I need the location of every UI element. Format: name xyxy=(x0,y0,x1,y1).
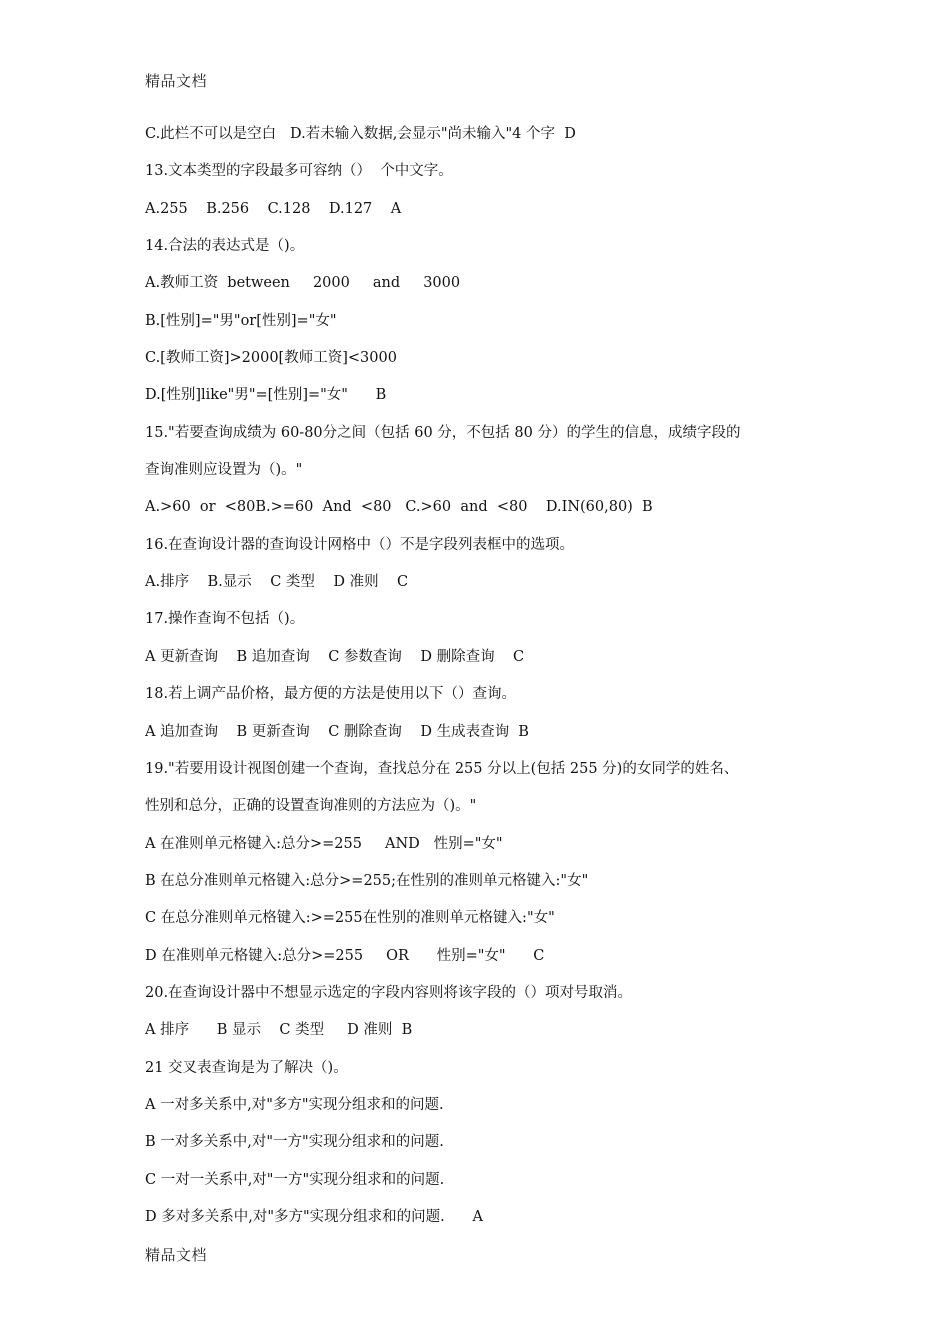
text-line: 性别和总分，正确的设置查询准则的方法应为（)。" xyxy=(145,798,477,815)
text-line: A 一对多关系中,对"多方"实现分组求和的问题. xyxy=(145,1096,444,1113)
text-line: C.此栏不可以是空白 D.若未输入数据,会显示"尚未输入"4 个字 D xyxy=(145,126,576,142)
text-line: C.[教师工资]>2000[教师工资]<3000 xyxy=(145,350,397,367)
text-line: 19."若要用设计视图创建一个查询，查找总分在 255 分以上(包括 255 分)的女同学的姓名、 xyxy=(145,760,739,777)
document-body xyxy=(145,121,825,1241)
text-line: A 排序 B 显示 C 类型 D 准则 B xyxy=(145,1022,413,1039)
text-line: 17.操作查询不包括（)。 xyxy=(145,611,305,628)
text-line: A 追加查询 B 更新查询 C 删除查询 D 生成表查询 B xyxy=(145,723,529,740)
text-line: 20.在查询设计器中不想显示选定的字段内容则将该字段的（）项对号取消。 xyxy=(145,984,633,1001)
text-line: D 多对多关系中,对"多方"实现分组求和的问题. A xyxy=(145,1208,483,1225)
text-line: 15."若要查询成绩为 60-80分之间（包括 60 分，不包括 80 分）的学生的信息，成绩字段的 xyxy=(145,424,741,441)
text-line: B.[性别]="男"or[性别]="女" xyxy=(145,312,337,329)
text-line: 查询准则应设置为（)。" xyxy=(145,462,303,479)
text-line: C 一对一关系中,对"一方"实现分组求和的问题. xyxy=(145,1171,445,1188)
text-line: B 在总分准则单元格键入:总分>=255;在性别的准则单元格键入:"女" xyxy=(145,872,589,889)
text-line: A.教师工资 between 2000 and 3000 xyxy=(145,275,461,292)
text-line: 21 交叉表查询是为了解决（)。 xyxy=(145,1059,348,1076)
text-line: 18.若上调产品价格，最方便的方法是使用以下（）查询。 xyxy=(145,686,517,703)
text-line: A.排序 B.显示 C 类型 D 准则 C xyxy=(145,574,409,591)
text-line: 14.合法的表达式是（)。 xyxy=(145,238,305,255)
text-line: 13.文本类型的字段最多可容纳（） 个中文字。 xyxy=(145,163,453,180)
page-header: 精品文档 xyxy=(145,72,208,90)
text-line: C 在总分准则单元格键入:>=255在性别的准则单元格键入:"女" xyxy=(145,910,555,927)
text-line: A.>60 or <80B.>=60 And <80 C.>60 and <80 D.IN(60,80) B xyxy=(145,499,653,516)
page-footer: 精品文档 xyxy=(145,1246,208,1264)
text-line: A 在准则单元格键入:总分>=255 AND 性别="女" xyxy=(145,835,503,852)
text-line: D 在准则单元格键入:总分>=255 OR 性别="女" C xyxy=(145,947,545,964)
text-line: D.[性别]like"男"=[性别]="女" B xyxy=(145,387,387,404)
text-line: A 更新查询 B 追加查询 C 参数查询 D 删除查询 C xyxy=(145,648,525,665)
text-line: A.255 B.256 C.128 D.127 A xyxy=(145,200,402,217)
text-line: B 一对多关系中,对"一方"实现分组求和的问题. xyxy=(145,1134,444,1151)
text-line: 16.在查询设计器的查询设计网格中（）不是字段列表框中的选项。 xyxy=(145,536,575,553)
